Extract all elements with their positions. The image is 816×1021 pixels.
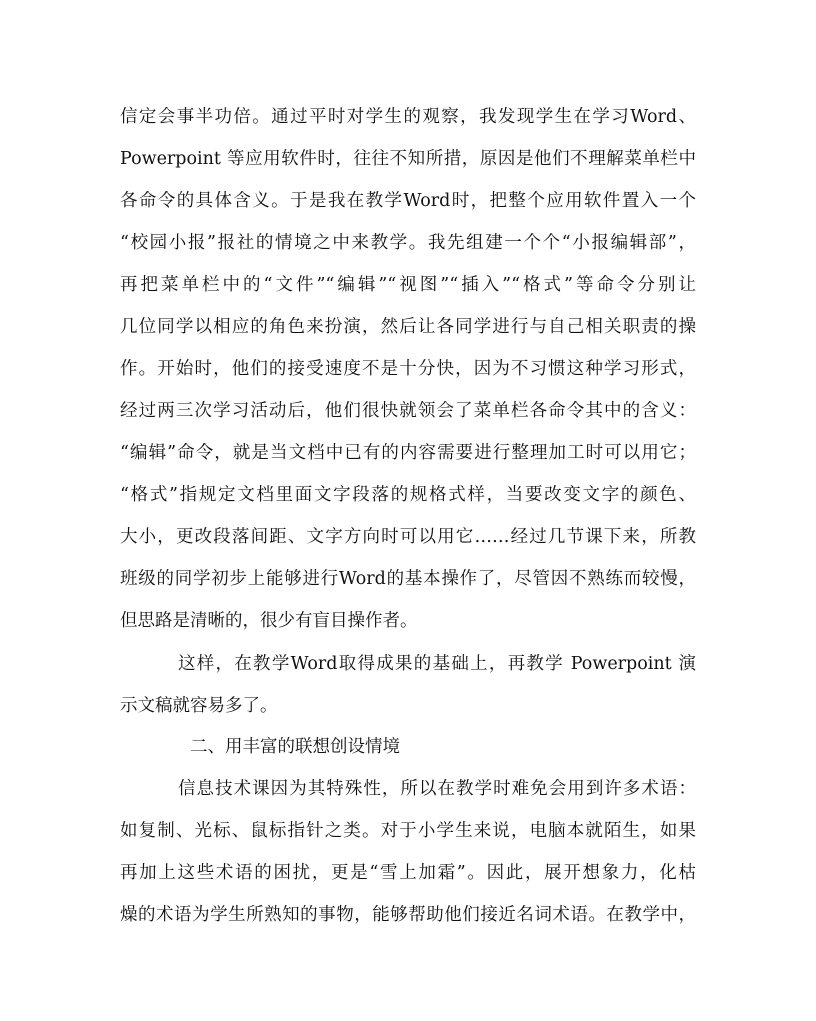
paragraph-line: “格式”指规定文档里面文字段落的规格式样，当要改变文字的颜色、	[120, 485, 696, 505]
paragraph-line: 大小，更改段落间距、文字方向时可以用它……经过几节课下来，所教	[120, 527, 696, 547]
paragraph-line: 经过两三次学习活动后，他们很快就领会了菜单栏各命令其中的含义：	[120, 401, 696, 421]
paragraph-line: 班级的同学初步上能够进行Word的基本操作了，尽管因不熟练而较慢，	[120, 569, 696, 589]
paragraph-line: 燥的术语为学生所熟知的事物，能够帮助他们接近名词术语。在教学中，	[120, 905, 696, 925]
paragraph-line: Powerpoint 等应用软件时，往往不知所措，原因是他们不理解菜单栏中	[120, 149, 696, 169]
paragraph-line: 信息技术课因为其特殊性，所以在教学时难免会用到许多术语：	[178, 779, 696, 799]
paragraph-line: 但思路是清晰的，很少有盲目操作者。	[120, 611, 418, 631]
paragraph-line: 作。开始时，他们的接受速度不是十分快，因为不习惯这种学习形式，	[120, 359, 696, 379]
section-heading: 二、用丰富的联想创设情境	[190, 737, 400, 757]
paragraph-line: 如复制、光标、鼠标指针之类。对于小学生来说，电脑本就陌生，如果	[120, 821, 696, 841]
paragraph-line: 这样，在教学Word取得成果的基础上，再教学 Powerpoint 演	[178, 654, 696, 674]
paragraph-line: 再加上这些术语的困扰，更是“雪上加霜”。因此，展开想象力，化枯	[120, 863, 696, 883]
paragraph-line: 各命令的具体含义。于是我在教学Word时，把整个应用软件置入一个	[120, 191, 696, 211]
paragraph-line: “校园小报”报社的情境之中来教学。我先组建一个个“小报编辑部”，	[120, 233, 696, 253]
paragraph-line: 示文稿就容易多了。	[120, 696, 278, 716]
paragraph-line: “编辑”命令，就是当文档中已有的内容需要进行整理加工时可以用它；	[120, 443, 696, 463]
paragraph-line: 几位同学以相应的角色来扮演，然后让各同学进行与自己相关职责的操	[120, 317, 696, 337]
paragraph-line: 再把菜单栏中的“文件”“编辑”“视图”“插入”“格式”等命令分别让	[120, 275, 696, 295]
paragraph-line: 信定会事半功倍。通过平时对学生的观察，我发现学生在学习Word、	[120, 107, 696, 127]
